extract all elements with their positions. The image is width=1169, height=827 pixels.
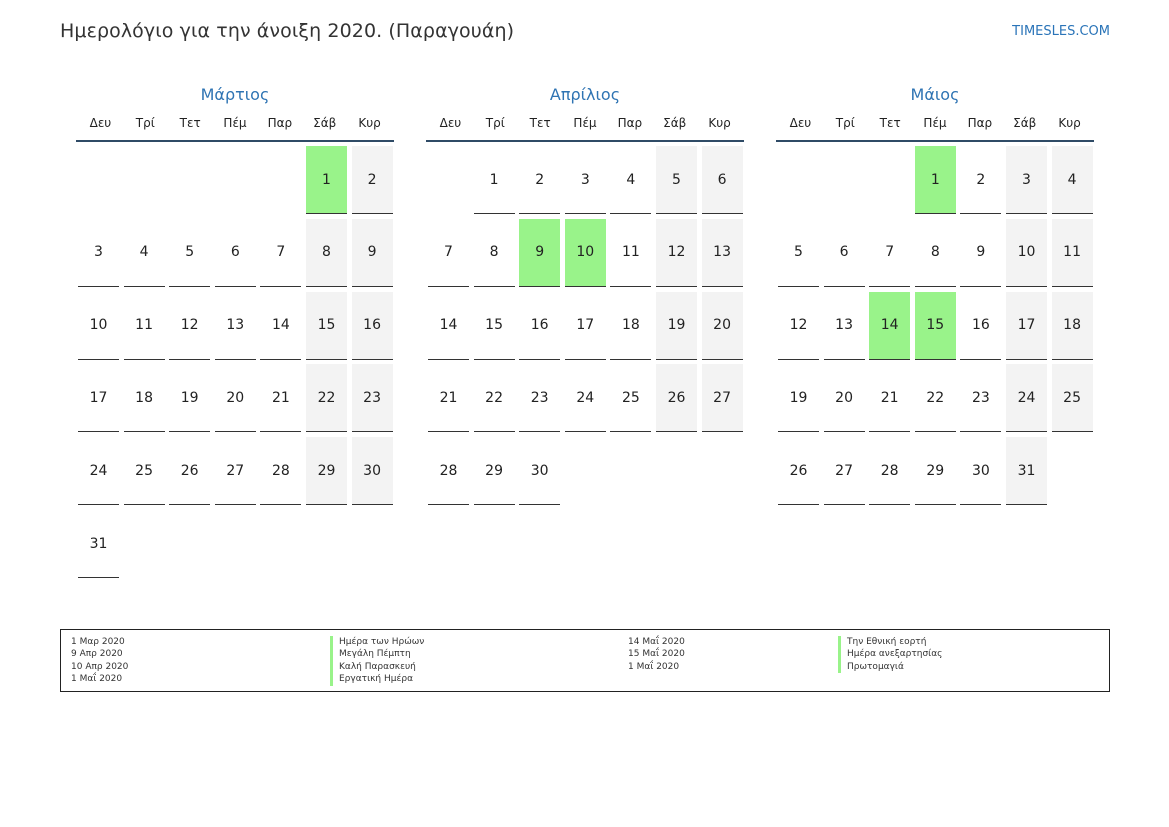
day-cell: 10 [1006, 219, 1047, 287]
day-cell: 23 [352, 364, 393, 432]
legend-holiday-name: Ημέρα των Ηρώων [330, 636, 424, 648]
weekday-label: Παρ [267, 116, 293, 130]
legend-holiday-name: Πρωτομαγιά [838, 661, 942, 673]
weekday-label: Σάβ [663, 116, 687, 130]
day-cell: 2 [960, 146, 1001, 214]
day-cell: 3 [1006, 146, 1047, 214]
day-cell: 29 [915, 437, 956, 505]
month-grid [776, 146, 1094, 586]
legend-date: 9 Απρ 2020 [71, 649, 123, 660]
day-cell: 18 [1052, 292, 1093, 360]
day-cell: 13 [215, 292, 256, 360]
holiday-day-cell: 15 [915, 292, 956, 360]
weekday-label: Κυρ [708, 116, 731, 130]
month-title: Μάρτιος [200, 85, 270, 104]
day-cell: 19 [656, 292, 697, 360]
day-cell: 23 [519, 364, 560, 432]
legend-names-right [838, 636, 942, 673]
day-cell: 16 [352, 292, 393, 360]
day-cell: 30 [960, 437, 1001, 505]
legend-date: 1 Μαΐ 2020 [628, 661, 680, 672]
day-cell: 19 [169, 364, 210, 432]
day-cell: 4 [610, 146, 651, 214]
month-title: Μάιος [910, 85, 960, 104]
day-cell: 28 [428, 437, 469, 505]
weekday-label: Δευ [439, 116, 462, 130]
day-cell: 21 [428, 364, 469, 432]
day-cell: 22 [306, 364, 347, 432]
day-cell: 7 [869, 219, 910, 287]
weekday-header [426, 116, 744, 142]
day-cell: 20 [702, 292, 743, 360]
legend-date: 1 Μαΐ 2020 [71, 674, 123, 685]
legend-holiday-name: Καλή Παρασκευή [330, 661, 424, 673]
weekday-label: Τρί [835, 116, 855, 130]
month-april [426, 84, 744, 586]
holiday-day-cell: 14 [869, 292, 910, 360]
holiday-day-cell: 1 [915, 146, 956, 214]
weekday-label: Τετ [529, 116, 551, 130]
weekday-label: Δευ [789, 116, 812, 130]
weekday-label: Δευ [89, 116, 112, 130]
day-cell: 27 [824, 437, 865, 505]
day-cell: 11 [124, 292, 165, 360]
day-cell: 19 [778, 364, 819, 432]
day-cell: 8 [915, 219, 956, 287]
month-march [76, 84, 394, 586]
day-cell: 18 [124, 364, 165, 432]
legend-date: 10 Απρ 2020 [71, 661, 129, 672]
day-cell: 24 [78, 437, 119, 505]
day-cell: 17 [1006, 292, 1047, 360]
day-cell: 14 [428, 292, 469, 360]
weekday-label: Παρ [967, 116, 993, 130]
day-cell: 4 [1052, 146, 1093, 214]
day-cell: 5 [169, 219, 210, 287]
day-cell: 25 [610, 364, 651, 432]
day-cell: 3 [78, 219, 119, 287]
day-cell: 6 [215, 219, 256, 287]
day-cell: 26 [778, 437, 819, 505]
page-title: Ημερολόγιο για την άνοιξη 2020. (Παραγουάη) [60, 20, 515, 42]
site-link[interactable]: TIMESLES.COM [1012, 24, 1110, 39]
day-cell: 13 [702, 219, 743, 287]
day-cell: 23 [960, 364, 1001, 432]
day-cell: 11 [610, 219, 651, 287]
day-cell: 7 [260, 219, 301, 287]
weekday-label: Κυρ [358, 116, 381, 130]
day-cell: 25 [124, 437, 165, 505]
day-cell: 31 [1006, 437, 1047, 505]
weekday-label: Κυρ [1058, 116, 1081, 130]
day-cell: 6 [702, 146, 743, 214]
day-cell: 7 [428, 219, 469, 287]
month-grid [426, 146, 744, 586]
day-cell: 30 [352, 437, 393, 505]
day-cell: 8 [306, 219, 347, 287]
day-cell: 12 [169, 292, 210, 360]
day-cell: 4 [124, 219, 165, 287]
day-cell: 28 [869, 437, 910, 505]
weekday-label: Τετ [179, 116, 201, 130]
legend-dates-right [628, 636, 685, 673]
day-cell: 6 [824, 219, 865, 287]
day-cell: 18 [610, 292, 651, 360]
legend-dates-left [71, 636, 128, 686]
month-grid [76, 146, 394, 586]
day-cell: 8 [474, 219, 515, 287]
day-cell: 12 [778, 292, 819, 360]
day-cell: 9 [352, 219, 393, 287]
month-title: Απρίλιος [549, 85, 621, 104]
day-cell: 26 [656, 364, 697, 432]
day-cell: 24 [1006, 364, 1047, 432]
day-cell: 16 [960, 292, 1001, 360]
weekday-label: Πέμ [573, 116, 597, 130]
day-cell: 26 [169, 437, 210, 505]
weekday-label: Πέμ [223, 116, 247, 130]
day-cell: 28 [260, 437, 301, 505]
day-cell: 22 [915, 364, 956, 432]
day-cell: 20 [824, 364, 865, 432]
day-cell: 10 [78, 292, 119, 360]
weekday-label: Σάβ [313, 116, 337, 130]
day-cell: 17 [565, 292, 606, 360]
day-cell: 9 [960, 219, 1001, 287]
day-cell: 17 [78, 364, 119, 432]
day-cell: 2 [352, 146, 393, 214]
day-cell: 2 [519, 146, 560, 214]
legend-holiday-name: Την Εθνική εορτή [838, 636, 942, 648]
day-cell: 15 [306, 292, 347, 360]
day-cell: 25 [1052, 364, 1093, 432]
legend-holiday-name: Ημέρα ανεξαρτησίας [838, 648, 942, 660]
weekday-label: Σάβ [1013, 116, 1037, 130]
day-cell: 16 [519, 292, 560, 360]
legend-date: 1 Μαρ 2020 [71, 637, 125, 647]
day-cell: 1 [474, 146, 515, 214]
weekday-label: Τρί [485, 116, 505, 130]
day-cell: 21 [869, 364, 910, 432]
day-cell: 12 [656, 219, 697, 287]
holiday-day-cell: 10 [565, 219, 606, 287]
day-cell: 3 [565, 146, 606, 214]
day-cell: 27 [215, 437, 256, 505]
day-cell: 5 [656, 146, 697, 214]
day-cell: 15 [474, 292, 515, 360]
day-cell: 14 [260, 292, 301, 360]
weekday-header [776, 116, 1094, 142]
legend-date: 14 Μαΐ 2020 [628, 637, 685, 647]
weekday-label: Παρ [617, 116, 643, 130]
legend-holiday-name: Μεγάλη Πέμπτη [330, 648, 424, 660]
day-cell: 5 [778, 219, 819, 287]
day-cell: 31 [78, 510, 119, 578]
weekday-header [76, 116, 394, 142]
holiday-day-cell: 1 [306, 146, 347, 214]
day-cell: 24 [565, 364, 606, 432]
holiday-day-cell: 9 [519, 219, 560, 287]
weekday-label: Τρί [135, 116, 155, 130]
day-cell: 20 [215, 364, 256, 432]
weekday-label: Τετ [879, 116, 901, 130]
day-cell: 29 [474, 437, 515, 505]
day-cell: 29 [306, 437, 347, 505]
legend-names-left [330, 636, 424, 686]
holiday-legend [60, 629, 1110, 692]
weekday-label: Πέμ [923, 116, 947, 130]
legend-holiday-name: Εργατική Ημέρα [330, 673, 424, 685]
month-may [776, 84, 1094, 586]
day-cell: 13 [824, 292, 865, 360]
day-cell: 11 [1052, 219, 1093, 287]
day-cell: 27 [702, 364, 743, 432]
day-cell: 22 [474, 364, 515, 432]
day-cell: 30 [519, 437, 560, 505]
day-cell: 21 [260, 364, 301, 432]
legend-date: 15 Μαΐ 2020 [628, 649, 685, 660]
